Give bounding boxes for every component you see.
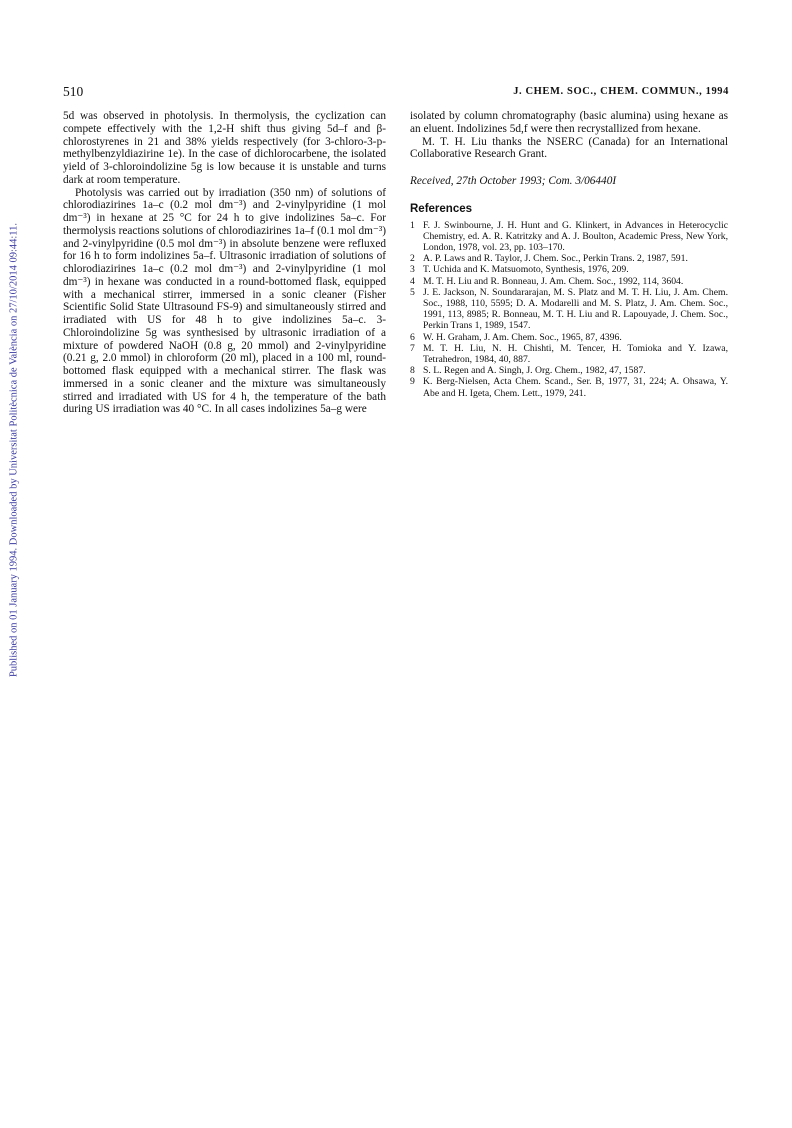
right-column [410,110,728,399]
reference-item [410,365,728,376]
reference-text: M. T. H. Liu, N. H. Chishti, M. Tencer, H. Tomioka and Y. Izawa, Tetrahedron, 1984, 40, 887. [423,342,728,365]
acknowledgement: M. T. H. Liu thanks the NSERC (Canada) for an International Collaborative Research Grant. [410,135,728,161]
body-paragraph: Photolysis was carried out by irradiation (350 nm) of solutions of chlorodiazirines 1a–c (0.2 mol dm⁻³) and 2-vinylpyridine (1 mol dm⁻³) in hexane at 25 °C for 24 h to give indolizines 5a–c. For thermolysis reactions solutions of chlorodiazirines 1a–f (0.1 mol dm⁻³) and 2-vinylpyridine (0.5 mol dm⁻³) in absolute benzene were refluxed for 16 h to form indolizines 5a–f. Ultrasonic irradiation of solutions of chlorodiazirines 1a–c (0.2 mol dm⁻³) and 2-vinylpyridine (1 mol dm⁻³) in hexane was conducted in a round-bottomed flask, equipped with a mechanical stirrer, immersed in a sonic cleaner (Fisher Scientific Solid State Ultrasound FS-9) and simultaneously stirred and irradiated with US for 48 h to give indolizines 5a–c. 3-Chloroindolizine 5g was synthesised by ultrasonic irradiation of a mixture of powdered NaOH (0.8 g, 20 mmol) and 2-vinylpyridine (0.21 g, 2.0 mmol) in chloroform (20 ml), placed in a 100 ml, round-bottomed flask equipped with a mechanical stirrer. The flask was immersed in a sonic cleaner and the mixture was simultaneously stirred and irradiated with US for 4 h, the temperature of the bath during US irradiation was 40 °C. In all cases indolizines 5a–g were [63,186,386,416]
reference-number: 1 [410,219,415,231]
reference-text: J. E. Jackson, N. Soundararajan, M. S. Platz and M. T. H. Liu, J. Am. Chem. Soc., 1988, 110, 5595; D. A. Modarelli and M. S. Platz, J. Am. Chem. Soc., 1991, 113, 8985; R. Bonneau, M. T. H. Liu and R. Lapouyade, J. Chem. Soc., Perkin Trans 1, 1989, 1547. [423,286,728,332]
page-number: 510 [63,84,84,99]
reference-text: T. Uchida and K. Matsuomoto, Synthesis, 1976, 209. [423,264,629,276]
download-watermark [2,210,26,690]
reference-item [410,220,728,254]
reference-number: 4 [410,275,415,287]
reference-number: 2 [410,253,415,265]
received-date: Received, 27th October 1993; Com. 3/06440I [410,175,617,187]
reference-item [410,287,728,332]
reference-number: 7 [410,342,415,354]
reference-text: M. T. H. Liu and R. Bonneau, J. Am. Chem. Soc., 1992, 114, 3604. [423,275,684,287]
download-watermark-text: Published on 01 January 1994. Downloaded by Universitat Politècnica de València on 27/10/2014 09:44:11. [8,222,20,678]
reference-item [410,332,728,343]
reference-item [410,376,728,398]
reference-text: S. L. Regen and A. Singh, J. Org. Chem., 1982, 47, 1587. [423,365,646,377]
body-paragraph: isolated by column chromatography (basic alumina) using hexane as an eluent. Indolizines 5d,f were then recrystallized from hexane. [410,110,728,135]
reference-item [410,276,728,287]
reference-text: F. J. Swinbourne, J. H. Hunt and G. Klinkert, in Advances in Heterocyclic Chemistry, ed. A. R. Katritzky and A. J. Boulton, Academic Press, New York, London, 1978, vol. 23, pp. 103–170. [423,219,728,253]
reference-number: 6 [410,331,415,343]
reference-number: 3 [410,264,415,276]
reference-list [410,220,728,399]
reference-text: A. P. Laws and R. Taylor, J. Chem. Soc., Perkin Trans. 2, 1987, 591. [423,253,688,265]
reference-number: 5 [410,286,415,298]
references-heading: References [410,202,473,215]
reference-item [410,253,728,264]
reference-number: 8 [410,365,415,377]
reference-item [410,264,728,275]
reference-text: W. H. Graham, J. Am. Chem. Soc., 1965, 87, 4396. [423,331,622,343]
left-column [63,110,386,416]
reference-text: K. Berg-Nielsen, Acta Chem. Scand., Ser. B, 1977, 31, 224; A. Ohsawa, Y. Abe and H. Igeta, Chem. Lett., 1979, 241. [423,376,728,399]
reference-number: 9 [410,376,415,388]
reference-item [410,343,728,365]
body-paragraph: 5d was observed in photolysis. In thermolysis, the cyclization can compete effectively with the 1,2-H shift thus giving 5d–f and β-chlorostyrenes in 21 and 38% yields respectively (for 3-chloro-3-p-methylbenzyldiazirine 1e). In the case of dichlorocarbene, the isolated yield of 3-chloroindolizine 5g is low because it is unstable and turns dark at room temperature. [63,110,386,186]
running-head: J. CHEM. SOC., CHEM. COMMUN., 1994 [513,86,729,97]
